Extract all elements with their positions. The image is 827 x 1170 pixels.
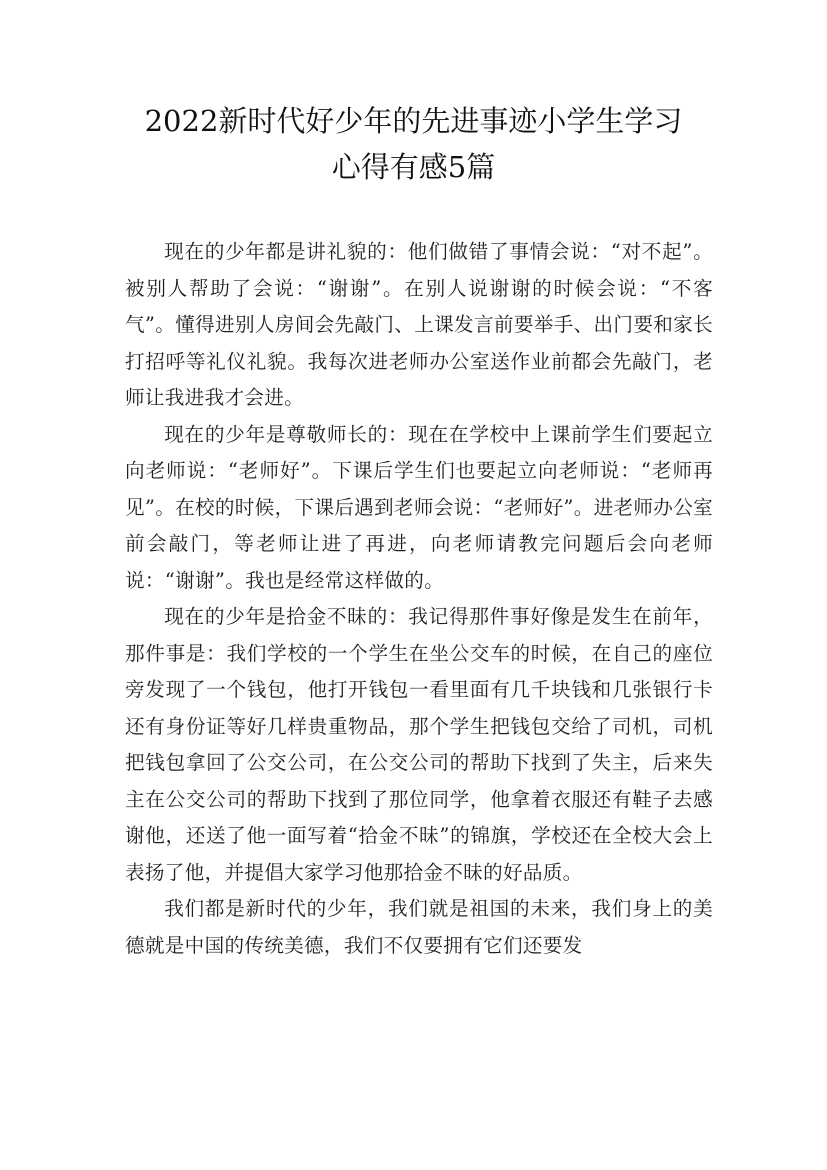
- document-body: [125, 234, 713, 964]
- paragraph-politeness: 现在的少年都是讲礼貌的：他们做错了事情会说：“对不起”。被别人帮助了会说：“谢谢”。在别人说谢谢的时候会说：“不客气”。懂得进别人房间会先敲门、上课发言前要举手、出门要和家长打招呼等礼仪礼貌。我每次进老师办公室送作业前都会先敲门，老师让我进我才会进。: [125, 240, 713, 409]
- paragraph-honesty: 现在的少年是拾金不昧的：我记得那件事好像是发生在前年，那件事是：我们学校的一个学生在坐公交车的时候，在自己的座位旁发现了一个钱包，他打开钱包一看里面有几千块钱和几张银行卡还有身份证等好几样贵重物品，那个学生把钱包交给了司机，司机把钱包拿回了公交公司，在公交公司的帮助下找到了失主，后来失主在公交公司的帮助下找到了那位同学，他拿着衣服还有鞋子去感谢他，还送了他一面写着“拾金不昧”的锦旗，学校还在全校大会上表扬了他，并提倡大家学习他那拾金不昧的好品质。: [125, 605, 713, 884]
- document-title: [80, 98, 747, 190]
- paragraph-respect-teachers: 现在的少年是尊敬师长的：现在在学校中上课前学生们要起立向老师说：“老师好”。下课后学生们也要起立向老师说：“老师再见”。在校的时候，下课后遇到老师会说：“老师好”。进老师办公室前会敲门，等老师让进了再进，向老师请教完问题后会向老师说：“谢谢”。我也是经常这样做的。: [125, 422, 713, 592]
- paragraph-new-era: 我们都是新时代的少年，我们就是祖国的未来，我们身上的美德就是中国的传统美德，我们不仅要拥有它们还要发: [125, 897, 713, 957]
- title-line-1: 2022新时代好少年的先进事迹小学生学习: [144, 104, 683, 138]
- title-line-2: 心得有感5篇: [331, 150, 496, 184]
